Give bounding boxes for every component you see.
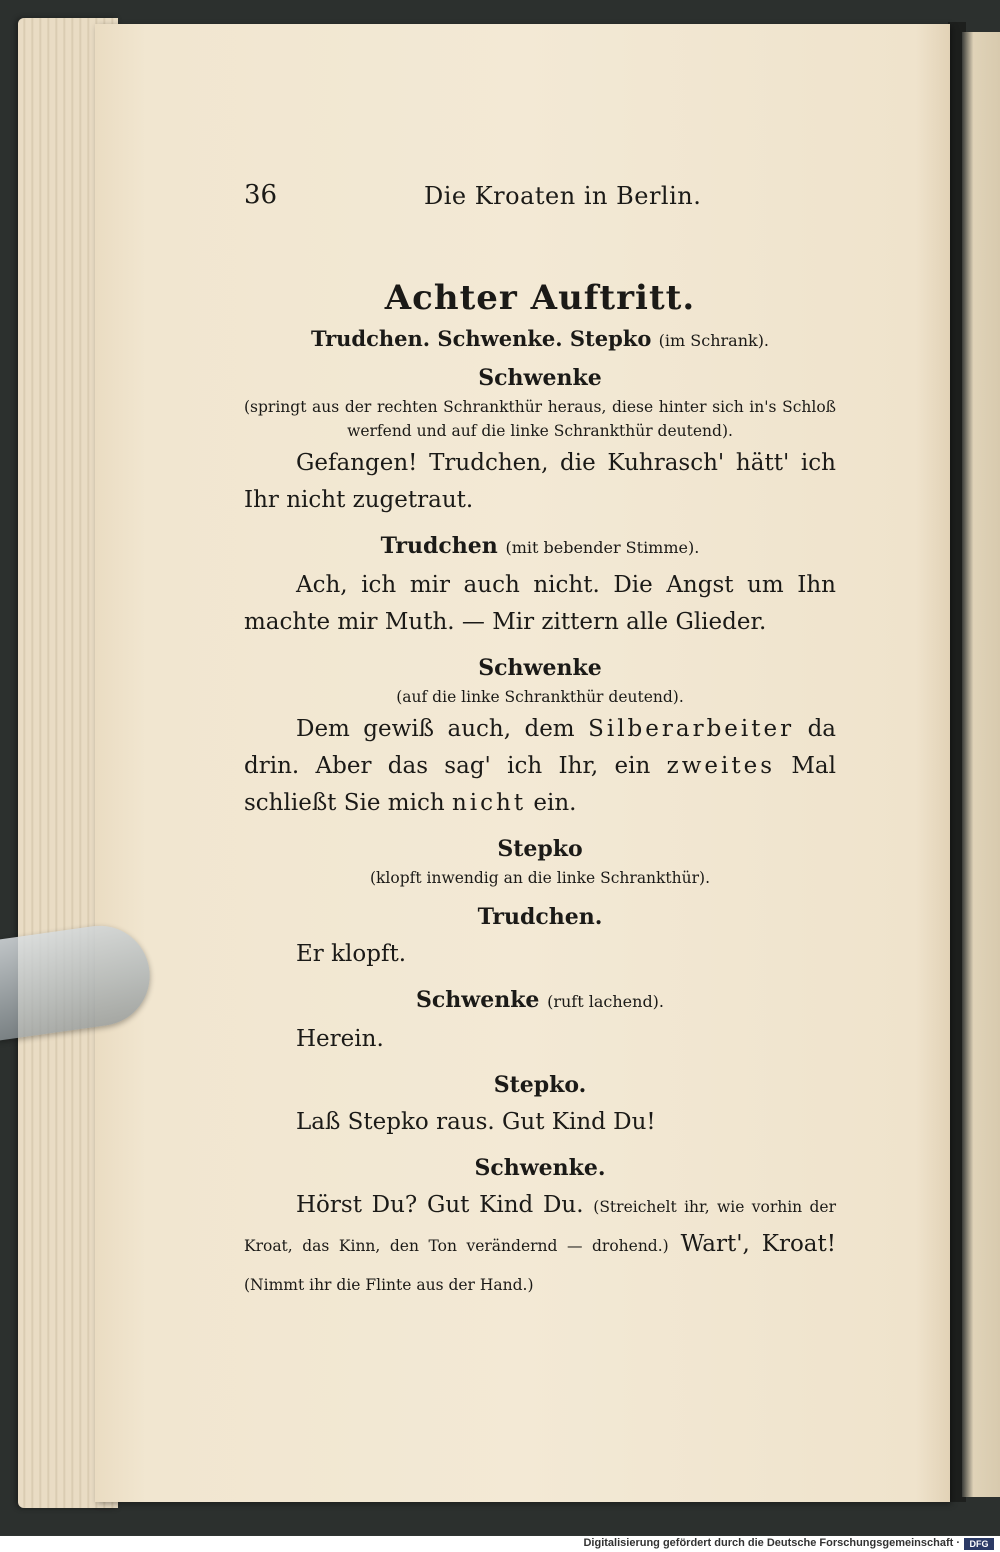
speech-part: Hörst Du? Gut Kind Du. bbox=[296, 1192, 584, 1218]
speaker-note: (mit bebender Stimme). bbox=[505, 538, 700, 557]
inline-direction: (Streichelt ihr, wie vorhin der Kroat, das Kinn, den Ton verändernd — drohend.) bbox=[244, 1198, 837, 1255]
scene-title: Achter Auftritt. bbox=[384, 278, 696, 318]
facing-page-strip bbox=[962, 32, 1000, 1497]
speech-part: ein. bbox=[533, 790, 577, 816]
speech-emphasis: zweites bbox=[666, 753, 776, 779]
speech-part: da drin. Aber das sag' ich Ihr, ein bbox=[244, 716, 837, 779]
stage-direction: (springt aus der rechten Schrankthür heraus, diese hinter sich in's Schloß werfend und auf die linke Schrankthür deutend). bbox=[244, 398, 836, 440]
cast-list bbox=[244, 326, 836, 351]
speaker-name: Trudchen bbox=[380, 533, 498, 559]
speech: Herein. bbox=[296, 1026, 384, 1052]
speech: Laß Stepko raus. Gut Kind Du! bbox=[296, 1109, 656, 1135]
speaker-name: Trudchen. bbox=[477, 904, 603, 930]
footer-bar bbox=[0, 1536, 1000, 1552]
speaker-name: Schwenke bbox=[478, 655, 602, 681]
dfg-logo-icon: DFG bbox=[964, 1538, 994, 1550]
speech: Gefangen! Trudchen, die Kuhrasch' hätt' ich Ihr nicht zugetraut. bbox=[244, 450, 836, 513]
speaker-note: (ruft lachend). bbox=[547, 992, 665, 1011]
speaker-name: Stepko bbox=[497, 836, 583, 862]
stage-direction: (klopft inwendig an die linke Schrankthür). bbox=[369, 869, 711, 887]
stage-direction: (auf die linke Schrankthür deutend). bbox=[396, 688, 684, 706]
speech-emphasis: Silberarbeiter bbox=[588, 716, 795, 742]
speaker-line bbox=[244, 529, 836, 565]
speech: Er klopft. bbox=[296, 941, 407, 967]
footer-credit: Digitalisierung gefördert durch die Deutsche Forschungsgemeinschaft · bbox=[583, 1537, 960, 1549]
cast-note: (im Schrank). bbox=[658, 331, 770, 350]
speaker-name: Schwenke bbox=[478, 365, 602, 391]
speaker-name: Stepko. bbox=[493, 1072, 587, 1098]
page-text bbox=[244, 180, 836, 1306]
cast-names: Trudchen. Schwenke. Stepko bbox=[310, 326, 652, 351]
speech-part: Mal schließt Sie mich bbox=[244, 753, 836, 816]
speech-part: Wart', Kroat! bbox=[680, 1231, 837, 1257]
running-head bbox=[244, 180, 836, 220]
inline-direction: (Nimmt ihr die Flinte aus der Hand.) bbox=[244, 1276, 534, 1294]
speech: Ach, ich mir auch nicht. Die Angst um Ihn machte mir Muth. — Mir zittern alle Glieder. bbox=[244, 572, 836, 635]
speech-emphasis: nicht bbox=[451, 790, 527, 816]
speech bbox=[244, 1187, 836, 1304]
speaker-name: Schwenke bbox=[415, 987, 540, 1013]
running-title: Die Kroaten in Berlin. bbox=[424, 182, 702, 210]
speaker-name: Schwenke. bbox=[474, 1155, 606, 1181]
speaker-line bbox=[244, 983, 836, 1019]
page-number: 36 bbox=[244, 180, 278, 210]
speech-part: Dem gewiß auch, dem bbox=[296, 716, 575, 742]
speech bbox=[244, 711, 836, 822]
